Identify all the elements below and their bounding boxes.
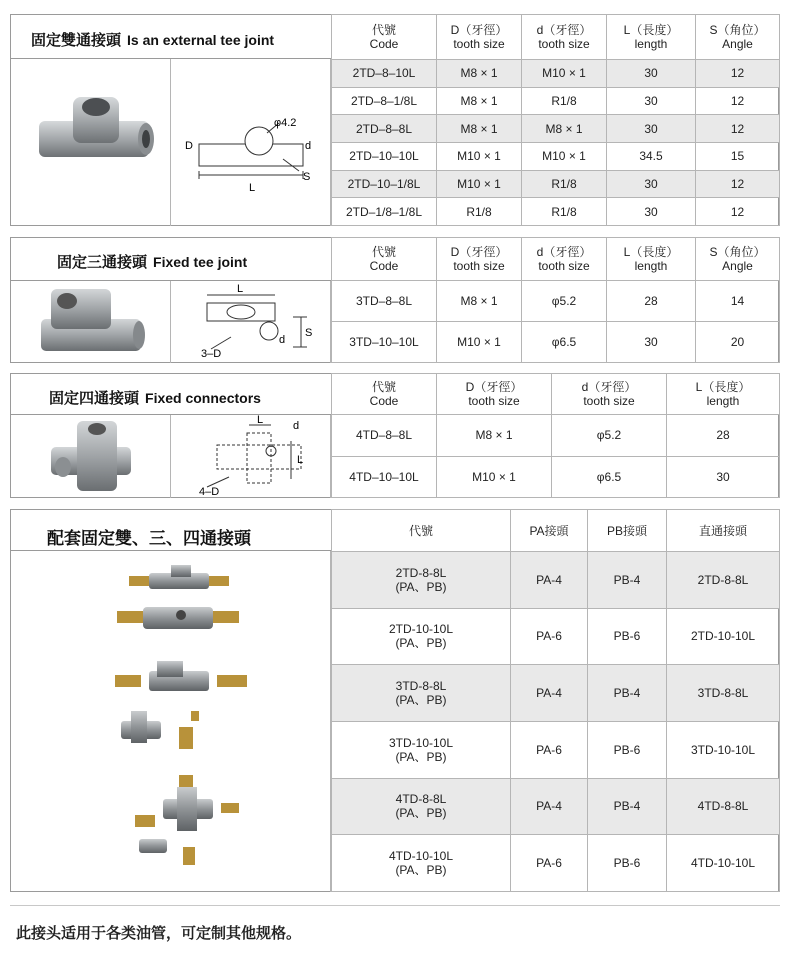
header-en: Angle [722,37,753,51]
fixed-connector-diagram [171,415,331,498]
dimension-diagram [171,415,331,498]
cell: M10 × 1 [437,322,522,363]
label-D: 4–D [199,486,220,498]
fixed-tee-diagram [171,281,331,363]
table-row [332,415,780,457]
cell: R1/8 [437,198,522,226]
cell: φ6.5 [522,322,607,363]
cell: 3TD-8-8L [667,665,780,722]
section4-title: 配套固定雙、三、四通接頭 [47,529,251,548]
table-row [332,198,780,226]
section2-title-en: Fixed tee joint [153,254,248,270]
product-photo [11,415,171,498]
cell: 12 [696,87,780,115]
header-L [607,238,696,281]
header-code [332,15,437,60]
section-fixed-connectors [10,373,779,498]
table-row [332,835,780,892]
cell: 2TD–8–10L [332,60,437,88]
cell: 2TD–10–10L [332,142,437,170]
table-row [332,456,780,498]
cell: 3TD-10-10L [667,721,780,778]
cell: R1/8 [522,198,607,226]
table-header [332,15,780,60]
fittings-table [331,509,780,892]
cell: 3TD–8–8L [332,281,437,322]
cell: PB-4 [588,778,667,835]
header-cn: L（長度） [623,245,679,259]
cell: 28 [667,415,780,457]
cell: 2TD–8–1/8L [332,87,437,115]
cell-code [332,778,511,835]
section3-title [49,387,261,408]
code-line: 2TD-10-10L [388,622,454,637]
label-d: d [305,140,312,152]
header-en: tooth size [453,37,505,51]
header-D [437,374,552,415]
header-en: tooth size [453,259,505,273]
cell: φ5.2 [522,281,607,322]
cell: 4TD–8–8L [332,415,437,457]
cell-code [332,835,511,892]
table-row [332,142,780,170]
cell-code [332,665,511,722]
cell: PB-4 [588,552,667,609]
assembly-2td-8 [129,565,229,589]
label-d: d [293,420,300,432]
cell: R1/8 [522,170,607,198]
header-code: 代號 [332,510,511,552]
code-line: (PA、PB) [395,806,447,821]
table-row [332,281,780,322]
header-en: length [634,37,668,51]
table-row [332,665,780,722]
header-en: Code [369,259,399,273]
footnote: 此接头适用于各类油管，可定制其他规格。 [16,925,302,942]
table-header [332,238,780,281]
header-pb: PB接頭 [588,510,667,552]
section-fixed-tee [10,237,779,363]
header-cn: L（長度） [695,380,751,394]
assembly-4td [135,775,239,865]
cell: PA-6 [511,835,588,892]
fittings-photo [11,551,331,892]
section2-title-cn: 固定三通接頭 [57,254,148,271]
header-cn: D（牙徑） [450,245,508,259]
table-row [332,778,780,835]
table-row [332,322,780,363]
label-L: L [237,283,244,295]
section2-title [57,251,247,272]
cell: R1/8 [522,87,607,115]
spec-table-3 [331,373,780,498]
cell-code [332,552,511,609]
section3-title-cn: 固定四通接頭 [49,390,140,407]
assembly-2td-10 [117,607,239,629]
header-S [696,15,780,60]
cell: 30 [607,87,696,115]
cell: PA-4 [511,552,588,609]
header-pa: PA接頭 [511,510,588,552]
cell: M10 × 1 [437,142,522,170]
header-d [552,374,667,415]
cell: M8 × 1 [522,115,607,143]
cell: 30 [607,170,696,198]
assembly-3td-8 [115,661,247,691]
table-row [332,552,780,609]
code-line: 4TD-10-10L [388,849,454,864]
cell: 12 [696,170,780,198]
label-dia: φ4.2 [274,117,297,129]
cell: 30 [667,456,780,498]
table-row [332,721,780,778]
cell: M10 × 1 [437,456,552,498]
cell: M10 × 1 [522,142,607,170]
cell: PA-6 [511,608,588,665]
assembly-3td-10 [121,711,199,749]
header-S [696,238,780,281]
code-line: 4TD-8-8L [395,792,447,807]
cell: 2TD-10-10L [667,608,780,665]
header-cn: 代號 [371,245,396,259]
product-photo [11,281,171,363]
header-en: tooth size [583,394,635,408]
label-S: S [305,327,313,339]
footer-divider [10,905,780,906]
cell: 20 [696,322,780,363]
cell: M8 × 1 [437,87,522,115]
header-d [522,15,607,60]
header-cn: S（角位） [709,23,766,37]
cell: PA-4 [511,665,588,722]
header-en: Code [369,394,399,408]
section1-title-cn: 固定雙通接頭 [31,32,122,49]
cell: 30 [607,115,696,143]
label-d: d [279,334,286,346]
header-cn: L（長度） [623,23,679,37]
external-tee-diagram [171,59,331,226]
cell: 4TD-10-10L [667,835,780,892]
fixed-connector-photo [11,415,171,498]
table-row [332,170,780,198]
cell: 2TD–10–1/8L [332,170,437,198]
label-S: S [303,171,311,183]
product-photo [11,59,171,226]
cell: PB-4 [588,665,667,722]
cell: 4TD-8-8L [667,778,780,835]
header-cn: 代號 [371,23,396,37]
fittings-assembly-photo [11,551,331,892]
cell: M8 × 1 [437,60,522,88]
header-en: tooth size [468,394,520,408]
label-L: L [249,182,256,194]
cell: M8 × 1 [437,281,522,322]
code-line: (PA、PB) [395,579,447,594]
header-cn: d（牙徑） [581,380,637,394]
code-line: (PA、PB) [395,636,447,651]
cell: M8 × 1 [437,115,522,143]
table-row [332,608,780,665]
cell: 12 [696,60,780,88]
cell: M10 × 1 [522,60,607,88]
cell: PB-6 [588,721,667,778]
header-en: Angle [722,259,753,273]
label-D: 3–D [201,348,222,360]
cell: 12 [696,198,780,226]
label-L1: L [257,415,264,426]
header-code [332,238,437,281]
header-code [332,374,437,415]
code-line: 3TD-10-10L [388,735,454,750]
header-D [437,238,522,281]
header-en: length [706,394,740,408]
code-line: (PA、PB) [395,693,447,708]
cell: 15 [696,142,780,170]
section1-title [31,29,274,50]
cell: M10 × 1 [437,170,522,198]
external-tee-photo [11,59,171,226]
table-row [332,60,780,88]
table-header [332,510,780,552]
table-row [332,115,780,143]
cell: 12 [696,115,780,143]
cell: 30 [607,198,696,226]
section3-title-en: Fixed connectors [145,390,261,406]
spec-table-1 [331,14,780,226]
header-en: tooth size [538,259,590,273]
cell: 28 [607,281,696,322]
spec-table-2 [331,237,780,363]
header-en: length [634,259,668,273]
table-header [332,374,780,415]
cell: φ6.5 [552,456,667,498]
header-en: tooth size [538,37,590,51]
cell: PA-6 [511,721,588,778]
cell: M8 × 1 [437,415,552,457]
cell-code [332,608,511,665]
code-line: (PA、PB) [395,863,447,878]
header-cn: d（牙徑） [536,245,592,259]
cell: 30 [607,322,696,363]
cell: 2TD-8-8L [667,552,780,609]
cell: PB-6 [588,608,667,665]
header-en: Code [369,37,399,51]
label-L2: L [297,454,304,466]
header-cn: d（牙徑） [536,23,592,37]
header-L [667,374,780,415]
cell: 14 [696,281,780,322]
cell: PB-6 [588,835,667,892]
section1-title-en: Is an external tee joint [127,32,275,48]
cell: 2TD–8–8L [332,115,437,143]
code-line: 3TD-8-8L [395,679,447,694]
cell-code [332,721,511,778]
dimension-diagram [171,59,331,226]
header-straight: 直通接頭 [667,510,780,552]
header-D [437,15,522,60]
header-cn: D（牙徑） [450,23,508,37]
code-line: 2TD-8-8L [395,565,447,580]
header-d [522,238,607,281]
cell: 34.5 [607,142,696,170]
cell: 3TD–10–10L [332,322,437,363]
table-row [332,87,780,115]
fixed-tee-photo [11,281,171,363]
header-cn: S（角位） [709,245,766,259]
cell: φ5.2 [552,415,667,457]
section-matching-fittings [10,509,779,892]
cell: 2TD–1/8–1/8L [332,198,437,226]
cell: PA-4 [511,778,588,835]
cell: 30 [607,60,696,88]
label-D: D [185,140,193,152]
dimension-diagram [171,281,331,363]
header-cn: 代號 [371,380,396,394]
section-external-tee [10,14,779,226]
header-L [607,15,696,60]
header-cn: D（牙徑） [465,380,523,394]
code-line: (PA、PB) [395,749,447,764]
cell: 4TD–10–10L [332,456,437,498]
